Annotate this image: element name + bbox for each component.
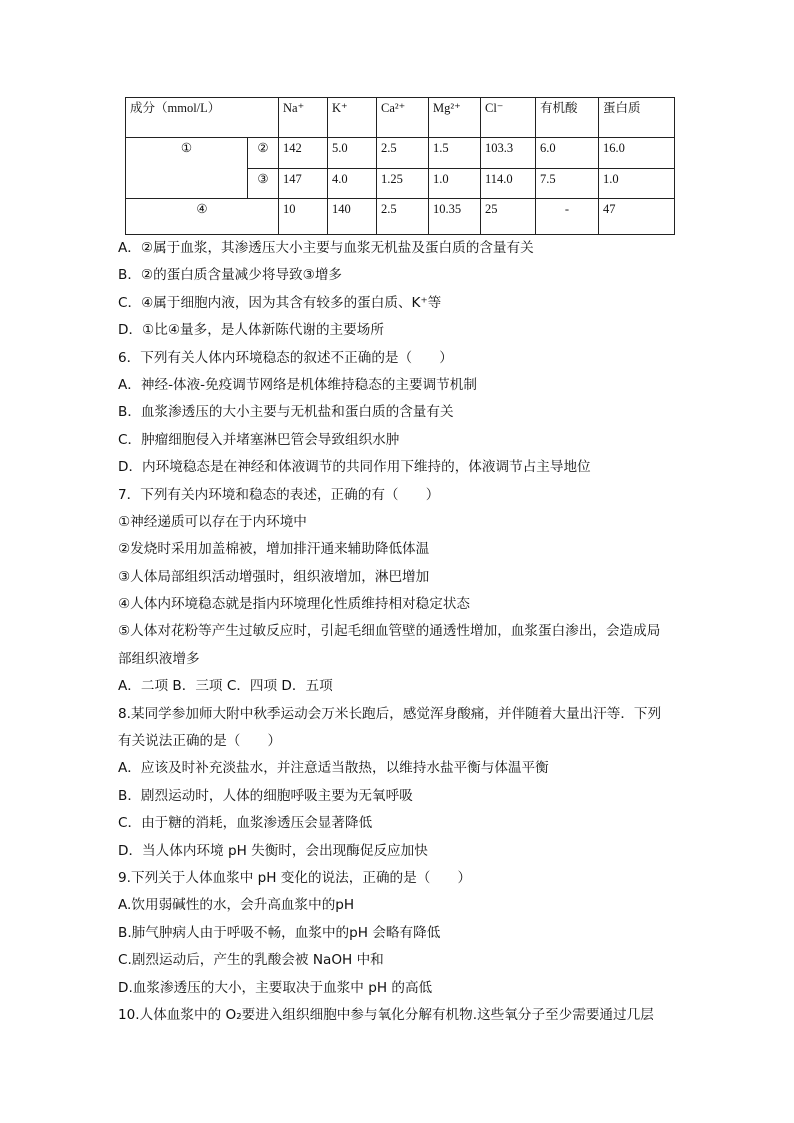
text-line: 7．下列有关内环境和稳态的表述，正确的有（ ） [118,486,440,503]
table-cell: 1.0 [429,169,481,199]
text-line: C．肿瘤细胞侵入并堵塞淋巴管会导致组织水肿 [118,431,400,448]
table-row [126,138,675,169]
text-line: B．剧烈运动时，人体的细胞呼吸主要为无氧呼吸 [118,787,413,804]
row-label: ② [248,138,279,169]
ion-composition-table [125,97,675,235]
question-text [118,235,688,1029]
table-cell: 103.3 [481,138,536,169]
text-line: 部组织液增多 [118,650,200,667]
text-line: D．①比④量多，是人体新陈代谢的主要场所 [118,322,384,339]
group-label: ① [126,138,248,199]
text-line: B．血浆渗透压的大小主要与无机盐和蛋白质的含量有关 [118,404,454,421]
header-cl: Cl⁻ [481,98,536,138]
header-na: Na⁺ [279,98,328,138]
table-cell: 16.0 [599,138,675,169]
table-cell: 114.0 [481,169,536,199]
table-cell: 2.5 [377,138,429,169]
text-line: A．神经-体液-免疫调节网络是机体维持稳态的主要调节机制 [118,376,477,393]
table-cell: 2.5 [377,199,429,235]
text-line: B．②的蛋白质含量减少将导致③增多 [118,267,343,284]
text-line: ①神经递质可以存在于内环境中 [118,513,307,530]
text-line: 9.下列关于人体血浆中 pH 变化的说法，正确的是（ ） [118,869,472,886]
table-row [126,199,675,235]
table-cell: 1.25 [377,169,429,199]
text-line: C．④属于细胞内液，因为其含有较多的蛋白质、K⁺等 [118,294,442,311]
text-line: D．内环境稳态是在神经和体液调节的共同作用下维持的，体液调节占主导地位 [118,459,591,476]
table-cell: - [536,199,599,235]
text-line: 8.某同学参加师大附中秋季运动会万米长跑后，感觉浑身酸痛，并伴随着大量出汗等．下列 [118,705,662,722]
table-cell: 5.0 [328,138,377,169]
table-cell: 1.0 [599,169,675,199]
text-line: A．②属于血浆，其渗透压大小主要与血浆无机盐及蛋白质的含量有关 [118,240,534,256]
row-label: ④ [126,199,279,235]
table-cell: 147 [279,169,328,199]
text-line: ⑤人体对花粉等产生过敏反应时，引起毛细血管壁的通透性增加，血浆蛋白渗出，会造成局 [118,623,661,640]
table-cell: 140 [328,199,377,235]
table-header-row [126,98,675,138]
table-cell: 4.0 [328,169,377,199]
table-cell: 10.35 [429,199,481,235]
table-cell: 142 [279,138,328,169]
table-cell: 25 [481,199,536,235]
table-cell: 6.0 [536,138,599,169]
text-line: 有关说法正确的是（ ） [118,733,282,750]
text-line: C.剧烈运动后，产生的乳酸会被 NaOH 中和 [118,952,384,969]
table-cell: 1.5 [429,138,481,169]
text-line: D．当人体内环境 pH 失衡时，会出现酶促反应加快 [118,842,428,859]
text-line: ③人体局部组织活动增强时，组织液增加，淋巴增加 [118,568,430,585]
header-component: 成分（mmol/L） [126,98,279,138]
table-cell: 47 [599,199,675,235]
text-line: A.饮用弱碱性的水，会升高血浆中的pH [118,897,355,914]
row-label: ③ [248,169,279,199]
text-line: C．由于糖的消耗，血浆渗透压会显著降低 [118,815,373,832]
text-line: A．应该及时补充淡盐水，并注意适当散热，以维持水盐平衡与体温平衡 [118,760,549,777]
header-organic-acid: 有机酸 [536,98,599,138]
text-line: 10.人体血浆中的 O₂要进入组织细胞中参与氧化分解有机物.这些氧分子至少需要通过几层 [118,1006,654,1023]
text-line: ②发烧时采用加盖棉被，增加排汗通来辅助降低体温 [118,541,430,558]
header-ca: Ca²⁺ [377,98,429,138]
table-cell: 7.5 [536,169,599,199]
text-line: D.血浆渗透压的大小，主要取决于血浆中 pH 的高低 [118,979,433,996]
header-mg: Mg²⁺ [429,98,481,138]
header-protein: 蛋白质 [599,98,675,138]
table-cell: 10 [279,199,328,235]
header-k: K⁺ [328,98,377,138]
text-line: A．二项 B．三项 C．四项 D．五项 [118,678,333,695]
text-line: 6．下列有关人体内环境稳态的叙述不正确的是（ ） [118,349,453,366]
text-line: B.肺气肿病人由于呼吸不畅，血浆中的pH 会略有降低 [118,924,441,941]
text-line: ④人体内环境稳态就是指内环境理化性质维持相对稳定状态 [118,596,471,613]
